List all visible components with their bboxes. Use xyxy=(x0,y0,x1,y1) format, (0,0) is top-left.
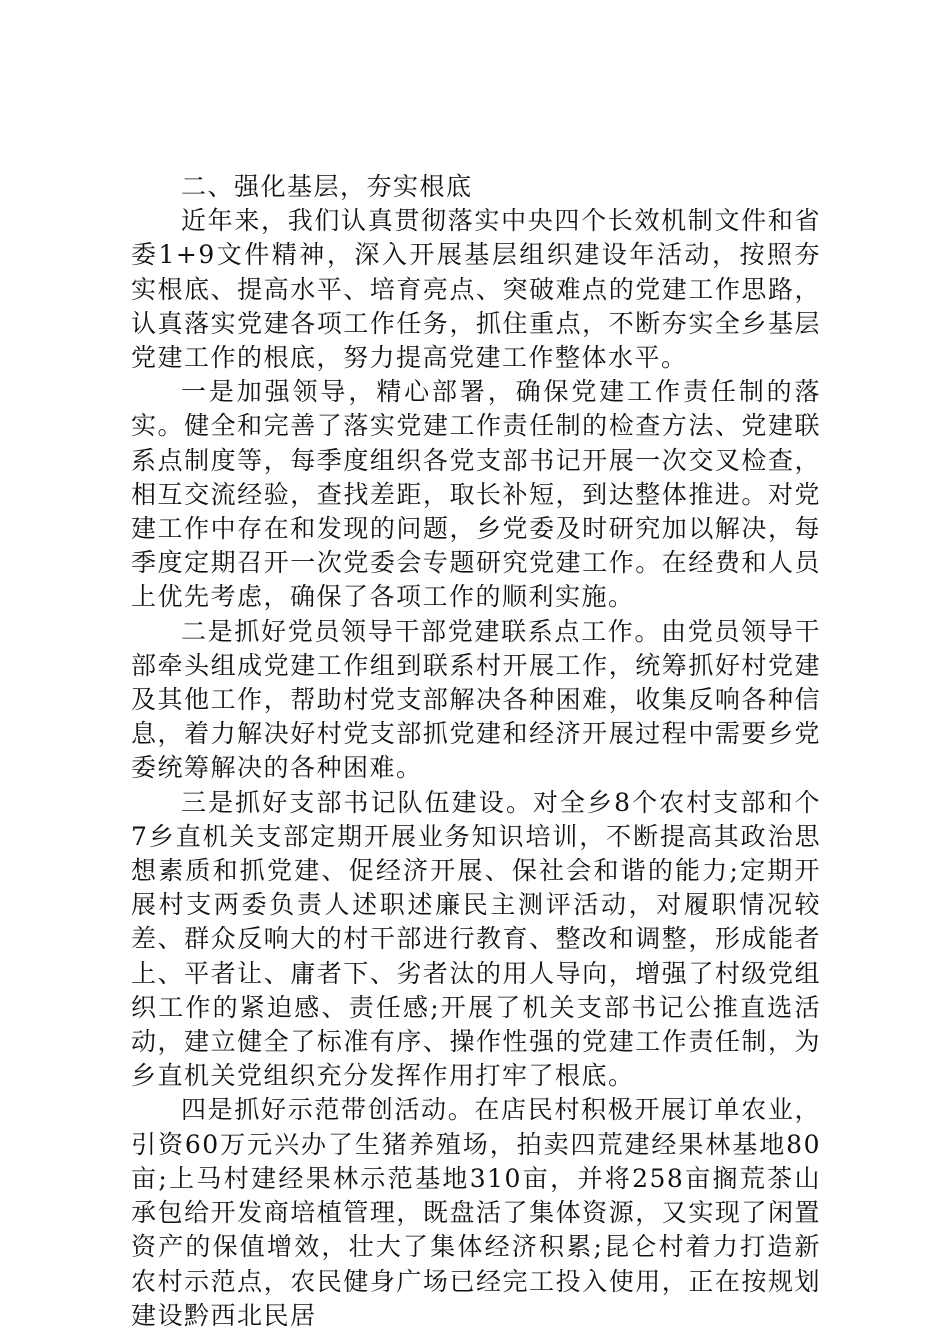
section-heading: 二、强化基层，夯实根底 xyxy=(181,172,473,201)
document-body xyxy=(131,170,821,1333)
paragraph-secretary-team: 三是抓好支部书记队伍建设。对全乡8个农村支部和个7乡直机关支部定期开展业务知识培训，不断提高其政治思想素质和抓党建、促经济开展、保社会和谐的能力;定期开展村支两委负责人述职述廉民主测评活动，对履职情况较差、群众反响大的村干部进行教育、整改和调整，形成能者上、平者让、庸者下、劣者汰的用人导向，增强了村级党组织工作的紧迫感、责任感;开展了机关支部书记公推直选活动，建立健全了标准有序、操作性强的党建工作责任制，为乡直机关党组织充分发挥作用打牢了根底。 xyxy=(131,787,821,1091)
paragraph-leadership: 一是加强领导，精心部署，确保党建工作责任制的落实。健全和完善了落实党建工作责任制的检查方法、党建联系点制度等，每季度组织各党支部书记开展一次交叉检查，相互交流经验，查找差距，取长补短，到达整体推进。对党建工作中存在和发现的问题，乡党委及时研究加以解决，每季度定期召开一次党委会专题研究党建工作。在经费和人员上优先考虑，确保了各项工作的顺利实施。 xyxy=(131,377,821,612)
paragraph-intro: 近年来，我们认真贯彻落实中央四个长效机制文件和省委1+9文件精神，深入开展基层组织建设年活动，按照夯实根底、提高水平、培育亮点、突破难点的党建工作思路，认真落实党建各项工作任务，抓住重点，不断夯实全乡基层党建工作的根底，努力提高党建工作整体水平。 xyxy=(131,206,821,373)
paragraph-demonstration: 四是抓好示范带创活动。在店民村积极开展订单农业，引资60万元兴办了生猪养殖场，拍卖四荒建经果林基地80亩;上马村建经果林示范基地310亩，并将258亩搁荒茶山承包给开发商培植管理，既盘活了集体资源，又实现了闲置资产的保值增效，壮大了集体经济积累;昆仑村着力打造新农村示范点，农民健身广场已经完工投入使用，正在按规划建设黔西北民居 xyxy=(131,1095,821,1330)
paragraph-contact-points: 二是抓好党员领导干部党建联系点工作。由党员领导干部牵头组成党建工作组到联系村开展工作，统筹抓好村党建及其他工作，帮助村党支部解决各种困难，收集反响各种信息，着力解决好村党支部抓党建和经济开展过程中需要乡党委统筹解决的各种困难。 xyxy=(131,616,821,783)
